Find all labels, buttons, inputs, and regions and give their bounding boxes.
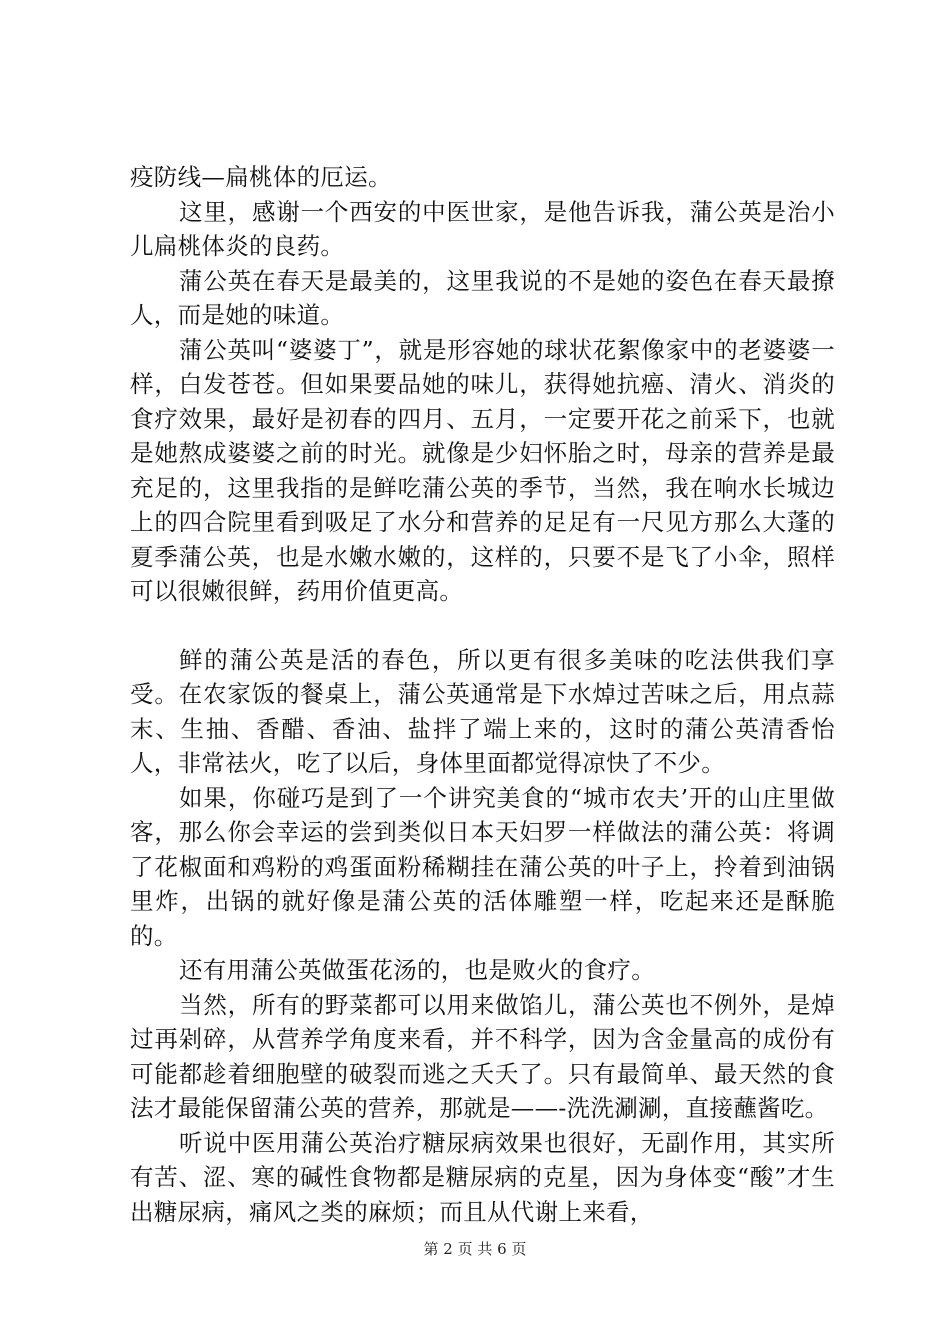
paragraph-stuffing: 当然，所有的野菜都可以用来做馅儿，蒲公英也不例外，是焯过再剁碎，从营养学角度来看，并不科学，因为含金量高的成份有可能都趁着细胞壁的破裂而逃之夭夭了。只有最简单、最天然的食法才最能保留蒲公英的营养，那就是——-洗洗涮涮，直接蘸酱吃。 <box>130 990 835 1122</box>
paragraph-continuation: 疫防线—扁桃体的厄运。 <box>130 163 392 191</box>
paragraph-tempura: 如果，你碰巧是到了一个讲究美食的“城市农夫’开的山庄里做客，那么你会幸运的尝到类似日本天妇罗一样做法的蒲公英：将调了花椒面和鸡粉的鸡蛋面粉稀糊挂在蒲公英的叶子上，拎着到油锅里炸，出锅的就好像是蒲公英的活体雕塑一样，吃起来还是酥脆的。 <box>130 783 835 950</box>
paragraph-thanks: 这里，感谢一个西安的中医世家，是他告诉我，蒲公英是治小儿扁桃体炎的良药。 <box>130 197 835 260</box>
article-body <box>130 160 835 1229</box>
paragraph-diabetes: 听说中医用蒲公英治疗糖尿病效果也很好，无副作用，其实所有苦、涩、寒的碱性食物都是糖尿病的克星，因为身体变“酸”才生出糖尿病，痛风之类的麻烦；而且从代谢上来看， <box>130 1128 835 1226</box>
paragraph-fresh-dishes: 鲜的蒲公英是活的春色，所以更有很多美味的吃法供我们享受。在农家饭的餐桌上，蒲公英通常是下水焯过苦味之后，用点蒜末、生抽、香醋、香油、盐拌了端上来的，这时的蒲公英清香怡人，非常祛火，吃了以后，身体里面都觉得凉快了不少。 <box>130 645 835 777</box>
paragraph-egg-soup: 还有用蒲公英做蛋花汤的，也是败火的食疗。 <box>179 956 655 984</box>
paragraph-spring-taste: 蒲公英在春天是最美的，这里我说的不是她的姿色在春天最撩人，而是她的味道。 <box>130 266 835 329</box>
page-number-footer: 第 2 页 共 6 页 <box>423 1240 527 1258</box>
paragraph-popoding: 蒲公英叫“婆婆丁”，就是形容她的球状花絮像家中的老婆婆一样，白发苍苍。但如果要品她的味儿，获得她抗癌、清火、消炎的食疗效果，最好是初春的四月、五月，一定要开花之前采下，也就是她熬成婆婆之前的时光。就像是少妇怀胎之时，母亲的营养是最充足的，这里我指的是鲜吃蒲公英的季节，当然，我在响水长城边上的四合院里看到吸足了水分和营养的足足有一尺见方那么大蓬的夏季蒲公英，也是水嫩水嫩的，这样的，只要不是飞了小伞，照样可以很嫩很鲜，药用价值更高。 <box>130 335 835 605</box>
